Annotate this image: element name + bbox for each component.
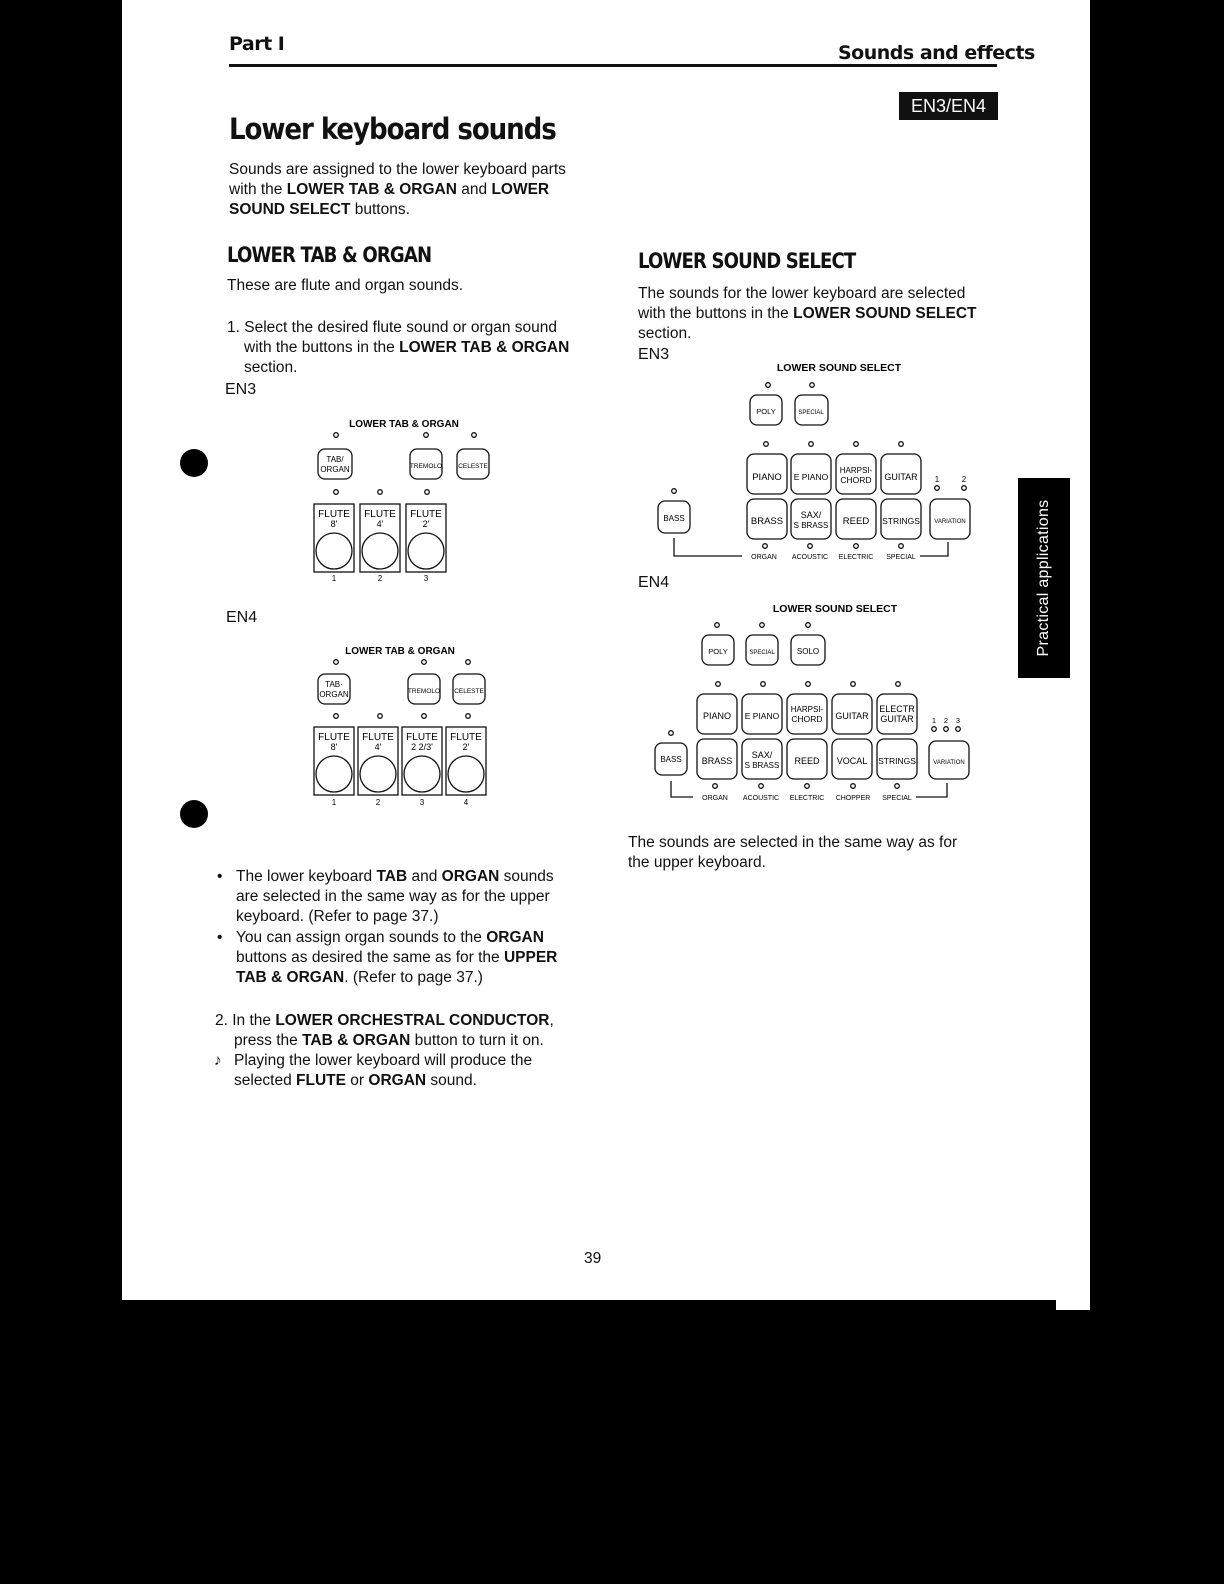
model-badge: EN3/EN4 [899,92,998,120]
svg-text:2 2/3': 2 2/3' [411,742,433,752]
svg-text:STRINGS: STRINGS [882,516,920,526]
intro-line-3: SOUND SELECT buttons. [229,201,410,218]
svg-text:2': 2' [462,742,470,752]
svg-text:SPECIAL: SPECIAL [798,410,824,416]
svg-text:TREMOLO: TREMOLO [407,688,441,695]
en3-sound-select-diagram [650,356,990,566]
svg-text:BRASS: BRASS [701,756,733,766]
indicator-lamp [472,433,477,438]
indicator-lamp [334,490,339,495]
svg-text:1: 1 [931,716,937,725]
svg-text:VARIATION: VARIATION [934,519,966,525]
part-label: Part I [229,33,285,55]
flute-knob [362,533,398,569]
svg-text:3: 3 [419,798,425,807]
scan-border-bottom [122,1292,1090,1584]
en3-label-right: EN3 [638,346,670,363]
svg-text:4': 4' [376,519,384,529]
flute-knob [316,533,352,569]
svg-text:ORGAN: ORGAN [320,465,350,474]
svg-text:POLY: POLY [708,647,728,656]
svg-text:ORGAN: ORGAN [319,690,349,699]
en4-label-left: EN4 [226,609,258,626]
svg-text:2: 2 [961,475,967,484]
binder-hole-bottom [180,800,208,828]
svg-text:FLUTE: FLUTE [318,732,350,743]
lower-tab-organ-heading: LOWER TAB & ORGAN [227,243,432,267]
svg-text:PIANO: PIANO [752,472,782,483]
en4-label-right: EN4 [638,574,670,591]
svg-text:E PIANO: E PIANO [793,472,829,482]
svg-text:TAB/: TAB/ [326,455,344,464]
svg-text:GUITAR: GUITAR [880,714,914,724]
tab-organ-button[interactable] [318,449,352,479]
svg-text:HARPSI-: HARPSI- [790,705,824,714]
en3-tab-organ-diagram [300,414,500,586]
svg-text:CHORD: CHORD [791,714,823,724]
svg-text:2: 2 [943,716,949,725]
page-number: 39 [584,1250,602,1267]
diagram-caption: LOWER TAB & ORGAN [349,419,459,430]
svg-text:3: 3 [423,574,429,583]
svg-text:ORGAN: ORGAN [751,554,777,561]
svg-text:1: 1 [331,798,337,807]
svg-text:BRASS: BRASS [750,516,784,527]
lower-tab-organ-desc: These are flute and organ sounds. [227,277,464,294]
svg-text:1: 1 [934,475,940,484]
header-rule [229,64,997,67]
svg-text:ELECTR: ELECTR [879,704,915,714]
svg-text:2: 2 [377,574,383,583]
svg-text:FLUTE: FLUTE [450,732,482,743]
svg-text:SPECIAL: SPECIAL [886,554,916,561]
svg-text:STRINGS: STRINGS [878,756,916,766]
en4-tab-organ-diagram [300,641,500,813]
sound-select-note: The sounds are selected in the same way as for the upper keyboard. [628,834,958,871]
en3-label-left: EN3 [225,381,257,398]
svg-text:SAX/: SAX/ [751,750,773,760]
svg-text:LOWER SOUND SELECT: LOWER SOUND SELECT [776,362,902,374]
flute-knob [408,533,444,569]
svg-text:VOCAL: VOCAL [836,756,868,766]
svg-text:CHORD: CHORD [840,475,872,485]
svg-text:TAB·: TAB· [325,680,343,689]
indicator-lamp [424,433,429,438]
svg-text:8': 8' [330,519,338,529]
svg-text:POLY: POLY [756,407,776,416]
svg-text:GUITAR: GUITAR [835,711,869,721]
scan-border-left [0,0,122,1584]
indicator-lamp [334,433,339,438]
svg-text:FLUTE: FLUTE [406,732,438,743]
svg-text:4: 4 [463,798,469,807]
svg-text:CELESTE: CELESTE [458,463,488,470]
svg-text:CELESTE: CELESTE [454,688,484,695]
binder-hole-top [180,449,208,477]
svg-text:BASS: BASS [660,755,682,764]
bullet-tab-organ: • The lower keyboard TAB and ORGAN sounds are selected in the same way as for the upper keyboard. (Refer to page 37.) [217,868,554,925]
svg-text:ACOUSTIC: ACOUSTIC [742,795,780,802]
svg-text:1: 1 [331,574,337,583]
indicator-lamp [378,490,383,495]
svg-text:SOLO: SOLO [796,647,820,656]
scan-border-right [1090,0,1224,1584]
svg-text:CHOPPER: CHOPPER [835,795,871,802]
svg-text:BASS: BASS [663,514,685,523]
svg-text:FLUTE: FLUTE [410,509,442,520]
tab-organ-button[interactable] [318,674,350,704]
svg-text:LOWER SOUND SELECT: LOWER SOUND SELECT [772,603,898,615]
en4-sound-select-diagram [645,597,985,807]
svg-text:HARPSI-: HARPSI- [839,466,873,475]
svg-text:TREMOLO: TREMOLO [409,463,443,470]
svg-text:VARIATION: VARIATION [933,760,965,766]
svg-text:ORGAN: ORGAN [702,795,728,802]
svg-text:REED: REED [794,756,820,766]
step-1: 1. Select the desired flute sound or organ sound with the buttons in the LOWER TAB & ORGAN section. [227,319,570,376]
svg-text:4': 4' [374,742,382,752]
page-title: Lower keyboard sounds [229,112,556,146]
svg-text:LOWER TAB & ORGAN: LOWER TAB & ORGAN [345,646,455,657]
bullet-list [217,867,587,988]
lower-sound-select-heading: LOWER SOUND SELECT [638,249,856,273]
svg-text:SPECIAL: SPECIAL [749,650,775,656]
svg-text:S BRASS: S BRASS [744,761,780,770]
svg-text:REED: REED [842,516,870,527]
svg-text:8': 8' [330,742,338,752]
intro-line-1: Sounds are assigned to the lower keyboard parts [229,161,566,178]
svg-text:3: 3 [955,716,961,725]
svg-text:2: 2 [375,798,381,807]
svg-text:FLUTE: FLUTE [364,509,396,520]
section-label: Sounds and effects [838,42,1035,64]
svg-text:GUITAR: GUITAR [884,472,918,482]
bullet-organ-assign: • You can assign organ sounds to the ORGAN buttons as desired the same as for the UPPER TAB & ORGAN. (Refer to page 37.) [217,929,558,986]
step-2: 2. In the LOWER ORCHESTRAL CONDUCTOR, press the TAB & ORGAN button to turn it on. ♪ Playing the lower keyboard will produce the selected FLUTE or ORGAN sound. [214,1012,554,1089]
svg-text:FLUTE: FLUTE [362,732,394,743]
section-side-tab: Practical applications [1018,478,1070,678]
svg-text:S BRASS: S BRASS [793,521,829,530]
svg-text:2': 2' [422,519,430,529]
svg-text:SAX/: SAX/ [800,510,822,520]
intro-paragraph [229,160,599,220]
svg-text:SPECIAL: SPECIAL [882,795,912,802]
music-note-icon: ♪ [214,1052,222,1069]
svg-text:ELECTRIC: ELECTRIC [789,795,825,802]
lower-sound-select-desc: The sounds for the lower keyboard are selected with the buttons in the LOWER SOUND SELECT section. [638,285,977,342]
svg-text:E PIANO: E PIANO [744,711,780,721]
svg-text:ACOUSTIC: ACOUSTIC [791,554,829,561]
svg-text:ELECTRIC: ELECTRIC [838,554,874,561]
svg-text:FLUTE: FLUTE [318,509,350,520]
intro-line-2: with the LOWER TAB & ORGAN and LOWER [229,181,550,198]
indicator-lamp [425,490,430,495]
svg-text:PIANO: PIANO [702,711,732,721]
